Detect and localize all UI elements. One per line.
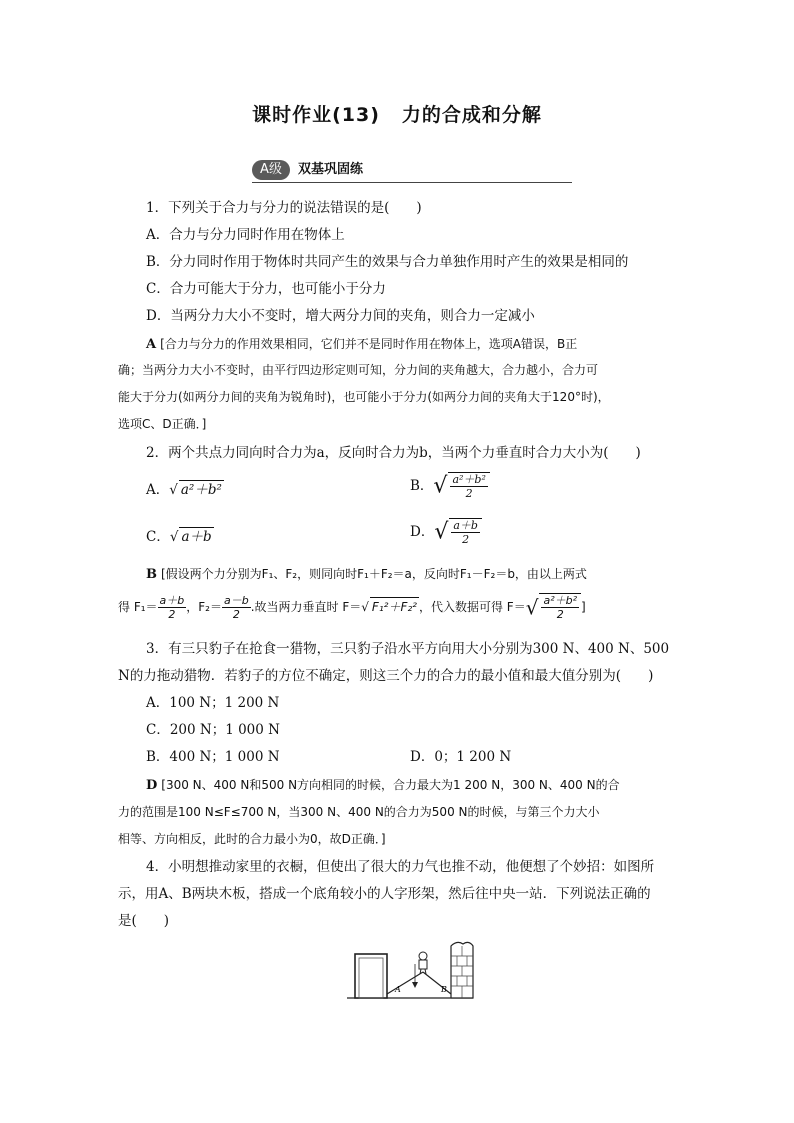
q3-answer: D (146, 778, 158, 793)
q1-explanation-line3: 能大于分力(如两分力间的夹角为锐角时)，也可能小于分力(如两分力间的夹角大于120°时)， (118, 390, 610, 404)
q2-exp2-num: a²＋b² (543, 594, 577, 607)
q1-explanation-line4: 选项C、D正确．] (118, 417, 207, 431)
wardrobe-figure (345, 936, 475, 1004)
q2-option-d: D．√ $\frac{a+b}{2}$ (410, 518, 482, 546)
q1-option-d: D．当两分力大小不变时，增大两分力间的夹角，则合力一定减小 (146, 308, 535, 324)
q2-exp2-den: 2 (556, 608, 564, 621)
q4-stem-line3: 是( ) (118, 913, 170, 929)
q2-exp2-a: 得 F₁＝ (118, 600, 158, 614)
q3-exp1-text: [300 N、400 N和500 N方向相同的时候，合力最大为1 200 N，300 N、400 N的合 (161, 778, 620, 792)
page-title (0, 100, 794, 127)
q2-exp1-text: [假设两个力分别为F₁、F₂，则同向时F₁＋F₂＝a，反向时F₁－F₂＝b，由以上两式 (161, 567, 587, 581)
q2-exp2-d: ，代入数据可得 F＝ (418, 600, 526, 614)
q2-f2-den: 2 (232, 608, 240, 621)
q2-explanation-line1 (146, 565, 587, 584)
label-a: A (395, 985, 401, 994)
q2-f1-num: a＋b (159, 594, 185, 607)
q2-stem: 2．两个共点力同向时合力为a，反向时合力为b，当两个力垂直时合力大小为( ) (146, 445, 641, 461)
q1-option-c: C．合力可能大于分力，也可能小于分力 (146, 281, 386, 297)
brick-wall (451, 942, 473, 998)
person-head (419, 952, 427, 960)
title-topic: 力的合成和分解 (401, 104, 542, 126)
q1-exp1-text: [合力与分力的作用效果相同，它们并不是同时作用在物体上，选项A错误，B正 (160, 337, 578, 351)
q4-stem-line2: 示，用A、B两块木板，搭成一个底角较小的人字形架，然后往中央一站．下列说法正确的 (118, 886, 651, 902)
section-divider (252, 182, 572, 183)
q1-explanation-line2: 确；当两分力大小不变时，由平行四边形定则可知，分力间的夹角越大，合力越小，合力可 (118, 363, 599, 377)
section-label: 双基巩固练 (298, 162, 364, 177)
q2-answer: B (146, 567, 157, 582)
q2-exp2-end: ] (581, 600, 586, 614)
q2-a-expr: a²＋b² (180, 482, 222, 498)
q3-stem-line1: 3．有三只豹子在抢食一猎物，三只豹子沿水平方向用大小分别为300 N、400 N、500 (146, 641, 670, 657)
q2-c-label: C． (146, 529, 170, 545)
q1-answer: A (146, 337, 157, 352)
q4-stem-line1: 4．小明想推动家里的衣橱，但使出了很大的力气也推不动，他便想了个妙招：如图所 (146, 859, 655, 875)
q1-option-b: B．分力同时作用于物体时共同产生的效果与合力单独作用时产生的效果是相同的 (146, 254, 629, 270)
q2-f2-num: a－b (223, 594, 249, 607)
q1-stem: 1．下列关于合力与分力的说法错误的是( ) (146, 200, 422, 216)
q2-exp2-b: ，F₂＝ (186, 600, 222, 614)
q3-stem-line2: N的力拖动猎物．若豹子的方位不确定，则这三个力的合力的最小值和最大值分别为( ) (118, 668, 654, 684)
title-lesson: 课时作业(13) (252, 104, 380, 126)
arrow-head (412, 982, 418, 988)
q2-d-den: 2 (462, 533, 470, 546)
q2-explanation-line2: 得 F₁＝ $\frac{a+b}{2}$ ，F₂＝ $\frac{a-b}{2}$ .故当两力垂直时 F＝√ F₁²＋F₂² ，代入数据可得 F＝√ $\frac{\text{a²＋b²}}{2}$ ] (118, 594, 586, 621)
section-banner (252, 158, 572, 186)
q2-d-num: a＋b (453, 519, 478, 532)
q2-c-expr: a＋b (181, 529, 212, 545)
level-badge: A级 (252, 160, 290, 180)
q3-option-d: D．0；1 200 N (410, 749, 512, 765)
q2-d-label: D． (410, 524, 435, 540)
wardrobe-shape (355, 954, 387, 998)
q1-explanation-line1 (146, 335, 577, 354)
q3-explanation-line1 (146, 776, 620, 795)
q3-option-b: B．400 N；1 000 N (146, 749, 280, 765)
q2-option-b: B．√ $\frac{\text{a²＋b²}}{2}$ (410, 472, 490, 500)
q2-option-a: A．√ a²＋b² (146, 482, 222, 498)
q2-option-c: C．√ a＋b (146, 529, 212, 545)
q2-exp2-c: .故当两力垂直时 F＝ (250, 600, 362, 614)
q3-option-c: C．200 N；1 000 N (146, 722, 280, 738)
board-a (387, 972, 423, 994)
label-b: B (441, 985, 447, 994)
q1-option-a: A．合力与分力同时作用在物体上 (146, 227, 345, 243)
q2-b-num: a²＋b² (452, 473, 486, 486)
q2-f1-den: 2 (168, 608, 176, 621)
q2-b-label: B． (410, 478, 434, 494)
q3-explanation-line2: 力的范围是100 N≤F≤700 N，当300 N、400 N的合力为500 N的时候，与第三个力大小 (118, 805, 600, 819)
q2-a-label: A． (146, 482, 170, 498)
q2-exp2-sqrt: F₁²＋F₂² (370, 597, 419, 616)
q3-option-a: A．100 N；1 200 N (146, 695, 280, 711)
q3-explanation-line3: 相等、方向相反，此时的合力最小为0，故D正确．] (118, 832, 386, 846)
person-body (419, 960, 427, 969)
q2-b-den: 2 (465, 487, 473, 500)
